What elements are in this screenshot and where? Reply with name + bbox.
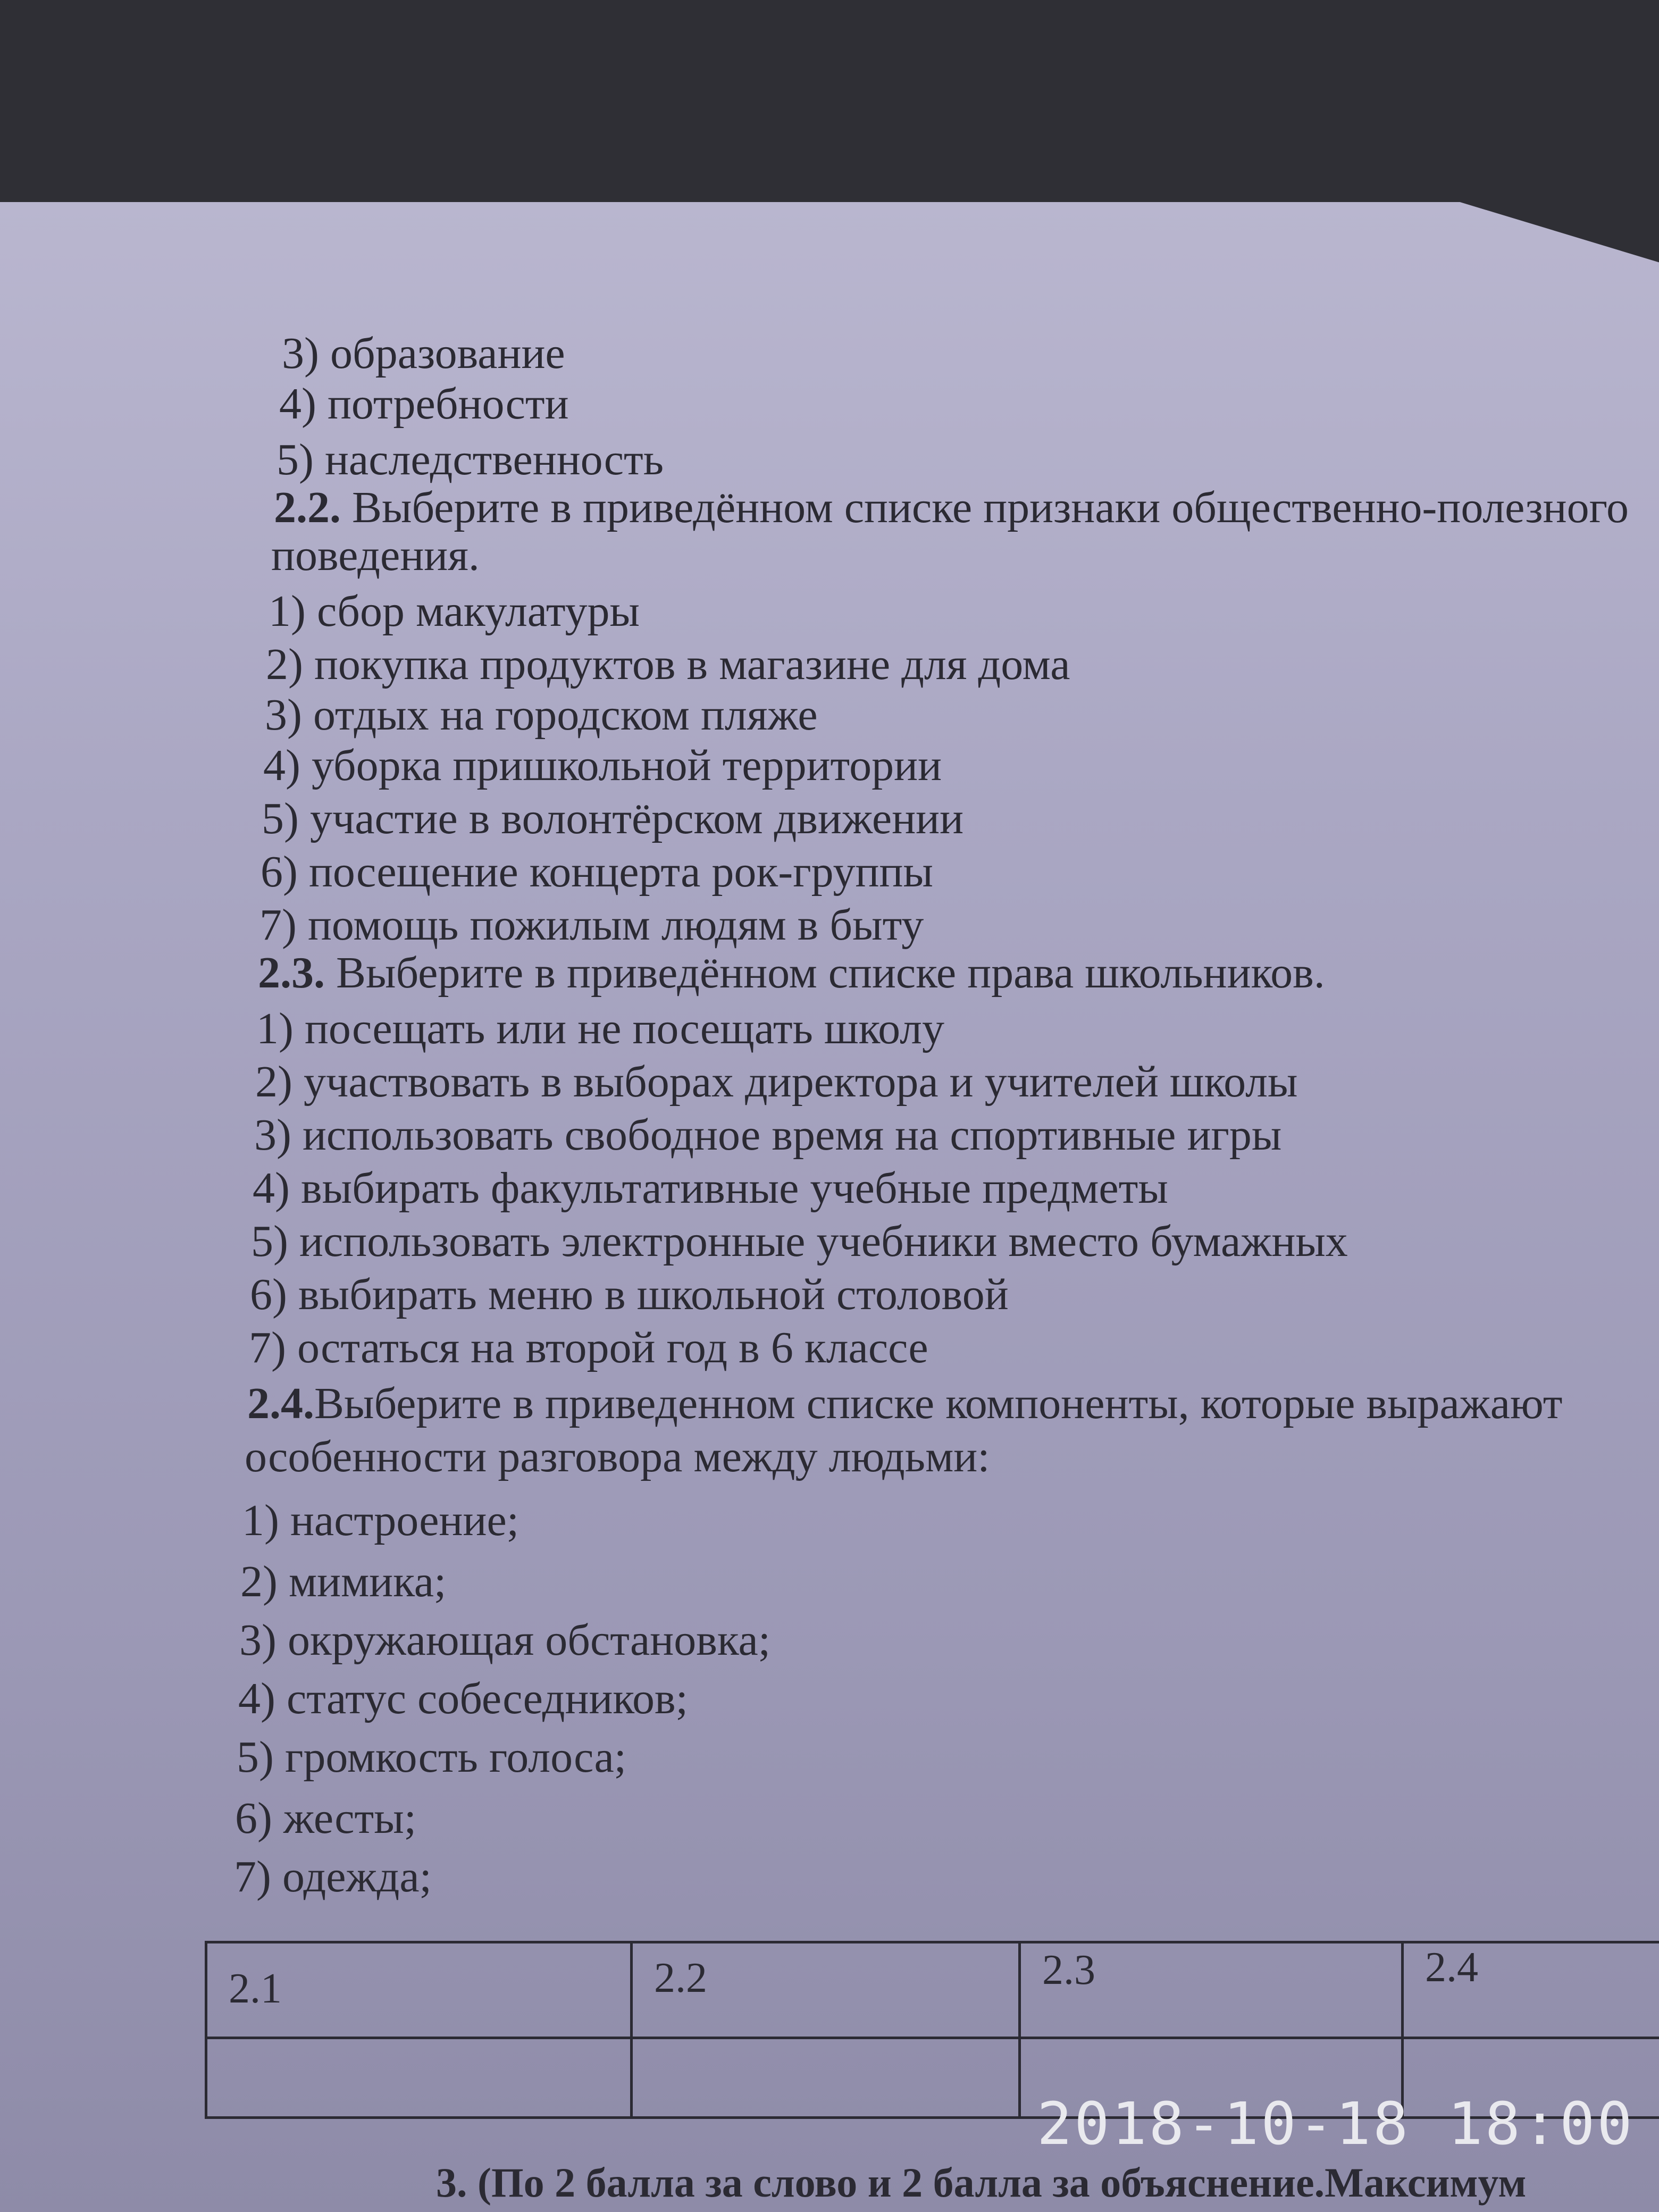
list-item: 2) мимика; xyxy=(240,1557,447,1606)
question-number: 2.3. xyxy=(258,948,325,998)
answer-cell-2-2[interactable] xyxy=(630,2039,1018,2119)
list-item: 7) помощь пожилым людям в быту xyxy=(259,900,924,950)
answer-cell-2-1[interactable] xyxy=(205,2039,630,2119)
list-item: 1) посещать или не посещать школу xyxy=(256,1004,944,1053)
list-item: 4) статус собеседников; xyxy=(238,1674,688,1723)
list-item: 3) образование xyxy=(282,329,565,378)
question-2-3-title xyxy=(258,946,1325,1000)
list-item: 1) настроение; xyxy=(242,1496,520,1545)
table-header-cell xyxy=(1018,1943,1401,2039)
photo-timestamp: 2018-10-18 18:00 xyxy=(1037,2090,1635,2158)
table-header-label: 2.2 xyxy=(654,1955,707,2001)
question-2-4-title-cont: особенности разговора между людьми: xyxy=(245,1432,990,1481)
table-header-cell xyxy=(205,1943,630,2039)
list-item: 2) покупка продуктов в магазине для дома xyxy=(266,640,1070,689)
list-item: 6) жесты; xyxy=(235,1794,417,1843)
question-text: Выберите в приведённом списке признаки общественно-полезного xyxy=(341,483,1629,532)
list-item: 6) посещение концерта рок-группы xyxy=(261,847,933,896)
list-item: 5) участие в волонтёрском движении xyxy=(262,794,964,843)
list-item: 5) наследственность xyxy=(276,435,664,484)
list-item: 3) отдых на городском пляже xyxy=(265,690,818,740)
list-item: 2) участвовать в выборах директора и учителей школы xyxy=(255,1057,1298,1107)
list-item: 7) одежда; xyxy=(234,1852,432,1901)
list-item: 1) сбор макулатуры xyxy=(269,586,640,636)
table-header-cell xyxy=(1401,1943,1659,2039)
list-item: 4) выбирать факультативные учебные предметы xyxy=(253,1163,1168,1213)
list-item: 7) остаться на второй год в 6 классе xyxy=(249,1323,928,1372)
table-header-label: 2.4 xyxy=(1425,1944,1478,1991)
list-item: 6) выбирать меню в школьной столовой xyxy=(250,1270,1009,1319)
list-item: 3) использовать свободное время на спортивные игры xyxy=(254,1110,1282,1160)
list-item: 4) уборка пришкольной территории xyxy=(263,741,942,790)
table-header-cell xyxy=(630,1943,1018,2039)
list-item: 5) использовать электронные учебники вместо бумажных xyxy=(251,1217,1348,1266)
table-header-label: 2.1 xyxy=(229,1965,282,2012)
question-2-2-title xyxy=(274,481,1629,534)
question-text: Выберите в приведенном списке компоненты, которые выражают xyxy=(314,1379,1563,1428)
list-item: 3) окружающая обстановка; xyxy=(239,1615,771,1665)
question-2-4-title xyxy=(247,1377,1562,1430)
list-item: 4) потребности xyxy=(279,379,569,429)
question-number: 2.4. xyxy=(247,1379,314,1428)
question-text: Выберите в приведённом списке права школьников. xyxy=(325,948,1325,998)
next-question-cutoff: 3. (По 2 балла за слово и 2 балла за объяснение.Максимум xyxy=(436,2159,1527,2206)
table-header-label: 2.3 xyxy=(1042,1947,1095,1993)
question-2-2-title-cont: поведения. xyxy=(271,531,480,580)
list-item: 5) громкость голоса; xyxy=(237,1732,627,1782)
question-number: 2.2. xyxy=(274,483,341,532)
